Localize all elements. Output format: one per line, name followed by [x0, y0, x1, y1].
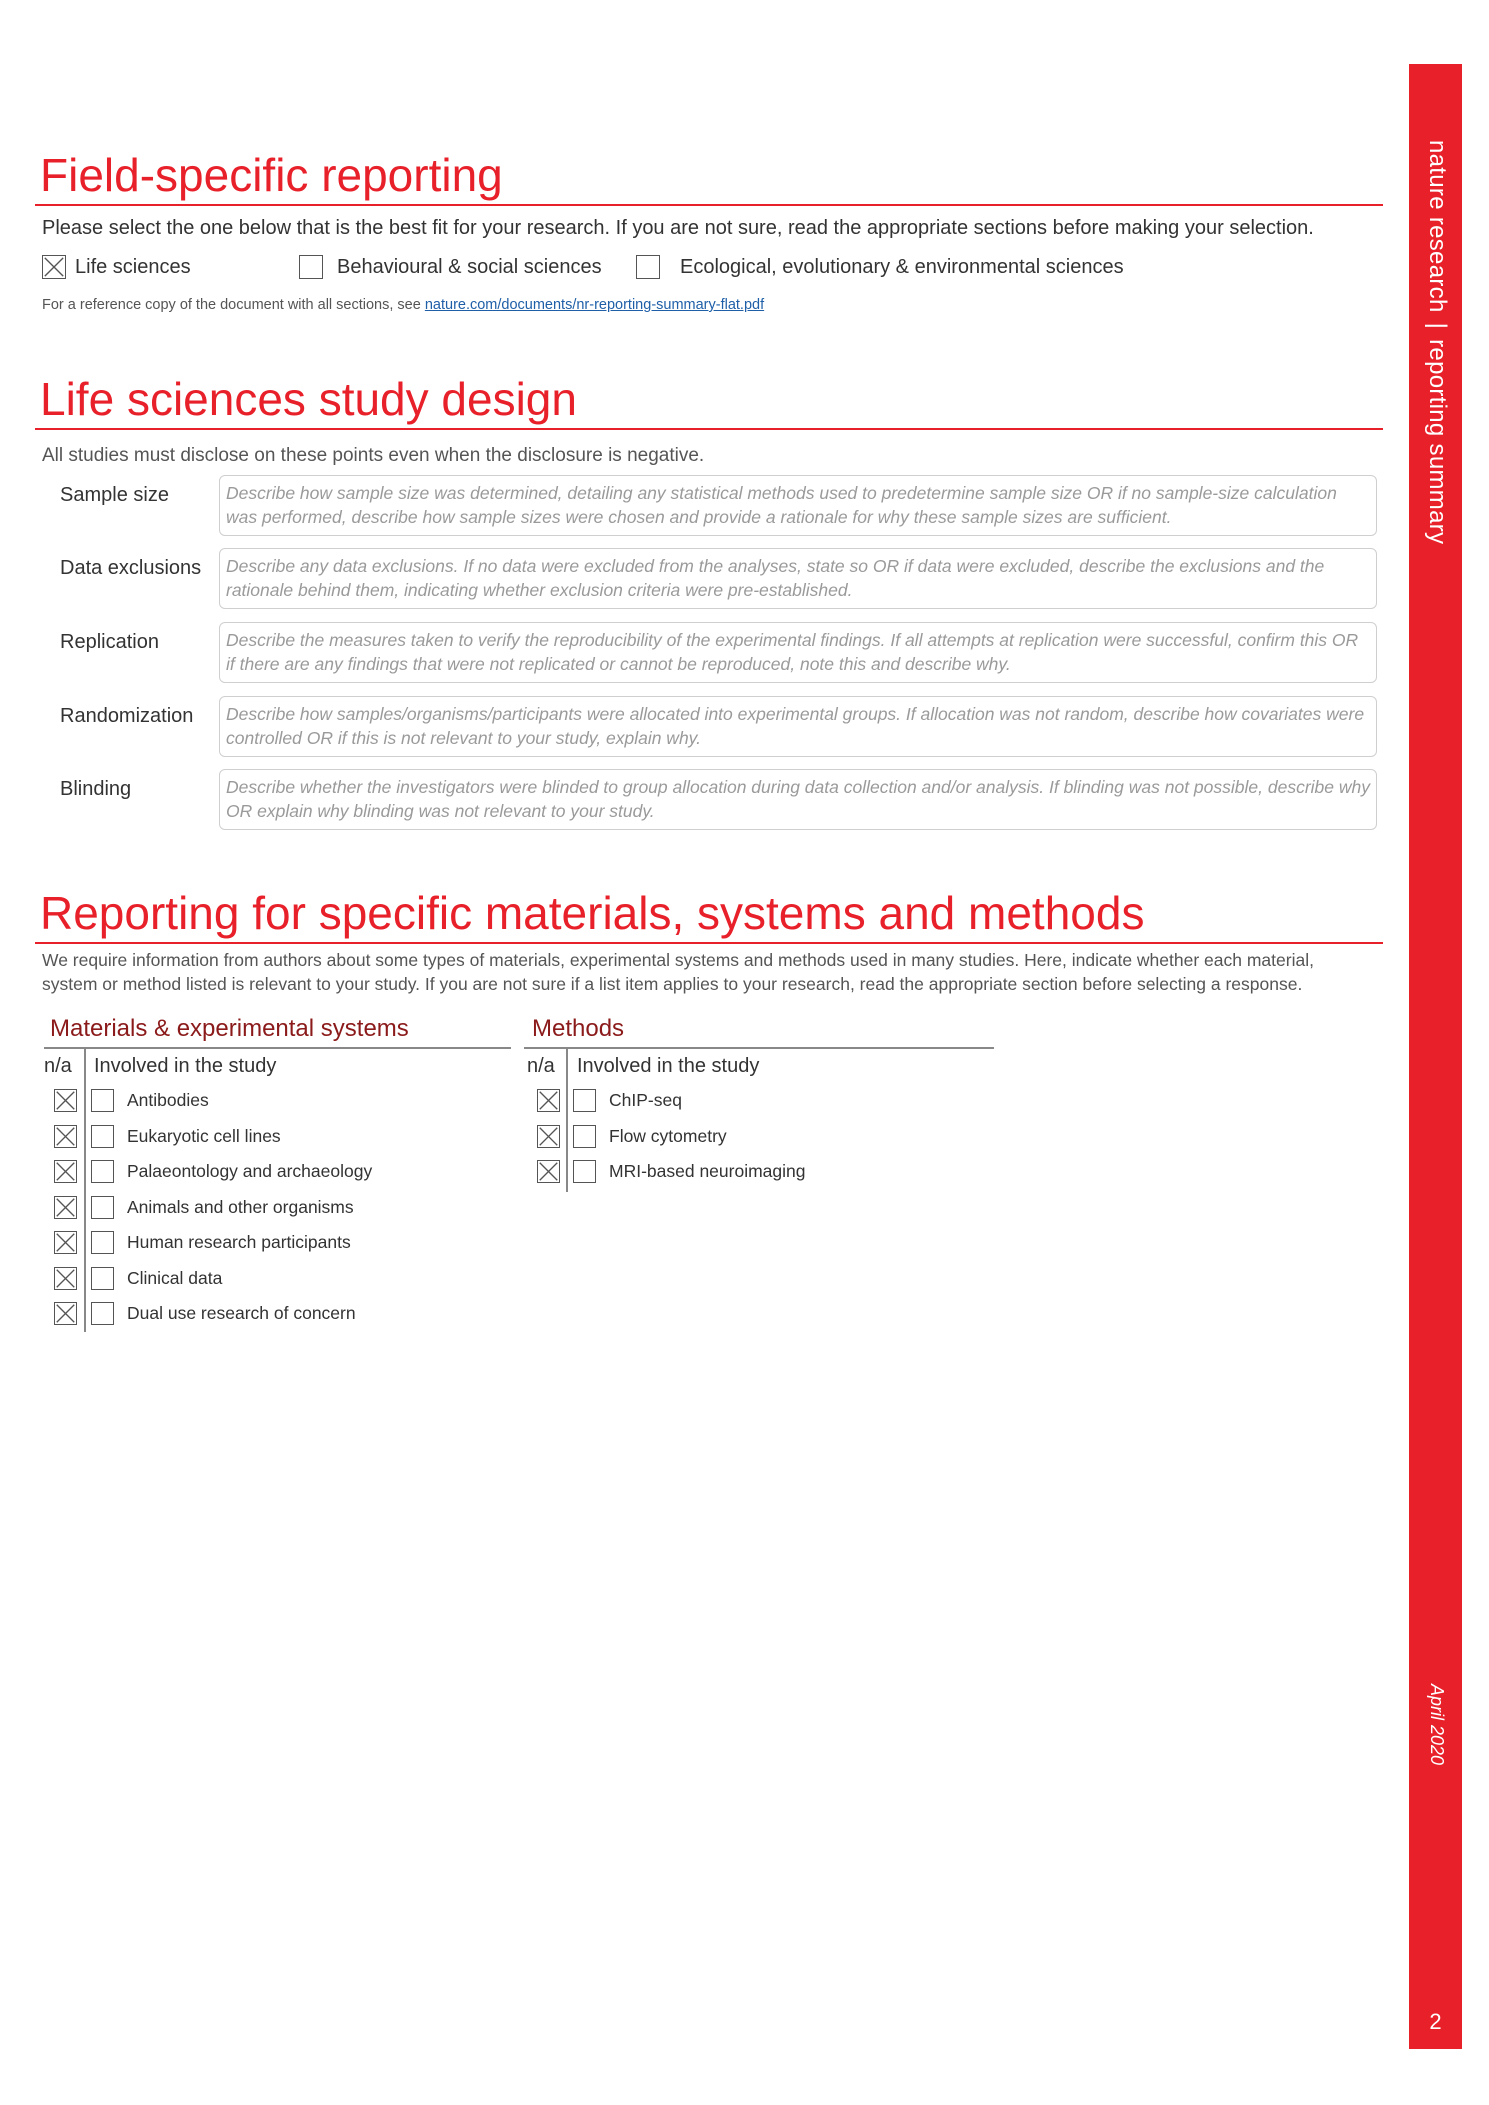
row-label-sample-size: Sample size — [60, 484, 169, 506]
brand-separator: | — [1424, 322, 1451, 330]
involved-checkbox[interactable] — [91, 1231, 114, 1254]
brand-name: nature research — [1424, 140, 1451, 313]
list-item-label: Clinical data — [127, 1267, 223, 1288]
list-item-label: Dual use research of concern — [127, 1303, 356, 1323]
checked-x-icon — [55, 1090, 76, 1111]
involved-checkbox[interactable] — [91, 1267, 114, 1290]
randomization-field[interactable]: Describe how samples/organisms/participants were allocated into experimental groups. If allocation was not random, describe how covariates were controlled OR if this is not relevant to your study, explain why. — [219, 696, 1377, 757]
checked-x-icon — [538, 1090, 559, 1111]
na-checkbox[interactable] — [54, 1302, 77, 1325]
checked-x-icon — [55, 1126, 76, 1147]
col-na-header: n/a — [44, 1055, 72, 1077]
reference-link[interactable]: nature.com/documents/nr-reporting-summary-flat.pdf — [424, 297, 765, 313]
study-design-intro: All studies must disclose on these points even when the disclosure is negative. — [42, 445, 705, 466]
replication-field[interactable]: Describe the measures taken to verify the reproducibility of the experimental findings. If all attempts at replication were successful, confirm this OR if there are any findings that were not replicated or cannot be reproduced, note this and describe why. — [219, 622, 1377, 683]
involved-checkbox[interactable] — [91, 1089, 114, 1112]
option-label-life-sciences: Life sciences — [75, 256, 191, 278]
materials-title: Reporting for specific materials, systems and methods — [40, 887, 1145, 939]
list-item-label: ChIP-seq — [609, 1090, 682, 1110]
title-rule — [35, 428, 1383, 430]
option-label-ecological: Ecological, evolutionary & environmental sciences — [680, 256, 1124, 278]
na-checkbox[interactable] — [54, 1231, 77, 1254]
na-checkbox[interactable] — [54, 1125, 77, 1148]
title-rule — [35, 204, 1383, 206]
reference-note — [42, 297, 764, 313]
na-checkbox[interactable] — [54, 1267, 77, 1290]
checked-x-icon — [43, 256, 65, 278]
checked-x-icon — [538, 1126, 559, 1147]
column-divider — [84, 1049, 86, 1332]
section-name: reporting summary — [1424, 339, 1451, 545]
col-involved-header: Involved in the study — [94, 1055, 277, 1077]
col-na-header: n/a — [527, 1055, 555, 1077]
sidebar-band — [1409, 64, 1462, 2049]
na-checkbox[interactable] — [54, 1089, 77, 1112]
sidebar-journal-title — [1423, 140, 1451, 544]
methods-heading: Methods — [532, 1015, 625, 1042]
checked-x-icon — [55, 1161, 76, 1182]
involved-checkbox[interactable] — [91, 1125, 114, 1148]
involved-checkbox[interactable] — [91, 1196, 114, 1219]
checkbox-ecological[interactable] — [636, 255, 660, 279]
subheading-rule — [524, 1047, 994, 1049]
materials-intro-line2: system or method listed is relevant to your study. If you are not sure if a list item applies to your research, read the appropriate section before selecting a response. — [42, 974, 1303, 994]
list-item-label: Palaeontology and archaeology — [127, 1161, 373, 1181]
study-design-title: Life sciences study design — [40, 373, 577, 425]
blinding-field[interactable]: Describe whether the investigators were blinded to group allocation during data collection and/or analysis. If blinding was not possible, describe why OR explain why blinding was not relevant to your study. — [219, 769, 1377, 830]
list-item-label: Eukaryotic cell lines — [127, 1125, 281, 1146]
na-checkbox[interactable] — [537, 1125, 560, 1148]
column-divider — [566, 1049, 568, 1192]
checked-x-icon — [55, 1268, 76, 1289]
page-number: 2 — [1429, 2009, 1442, 2034]
row-label-randomization: Randomization — [60, 705, 194, 727]
field-specific-title: Field-specific reporting — [40, 149, 503, 201]
na-checkbox[interactable] — [54, 1196, 77, 1219]
field-instruction: Please select the one below that is the best fit for your research. If you are not sure, read the appropriate sections before making your selection. — [42, 217, 1314, 239]
option-label-behavioural-social: Behavioural & social sciences — [337, 256, 602, 278]
title-rule — [35, 942, 1383, 944]
sidebar-date: April 2020 — [1427, 1684, 1447, 1766]
data-exclusions-field[interactable]: Describe any data exclusions. If no data were excluded from the analyses, state so OR if data were excluded, describe the exclusions and the rationale behind them, indicating whether exclusion criteria were pre-established. — [219, 548, 1377, 609]
involved-checkbox[interactable] — [573, 1125, 596, 1148]
na-checkbox[interactable] — [537, 1089, 560, 1112]
row-label-data-exclusions: Data exclusions — [60, 557, 202, 579]
col-involved-header: Involved in the study — [577, 1055, 760, 1077]
list-item-label: Flow cytometry — [609, 1125, 727, 1146]
row-label-replication: Replication — [60, 631, 159, 653]
list-item-label: Antibodies — [127, 1090, 209, 1110]
checked-x-icon — [55, 1232, 76, 1253]
materials-systems-heading: Materials & experimental systems — [50, 1015, 409, 1042]
row-label-blinding: Blinding — [60, 778, 132, 800]
na-checkbox[interactable] — [54, 1160, 77, 1183]
involved-checkbox[interactable] — [573, 1160, 596, 1183]
checkbox-behavioural-social[interactable] — [299, 255, 323, 279]
involved-checkbox[interactable] — [573, 1089, 596, 1112]
reference-prefix: For a reference copy of the document with all sections, see — [42, 297, 425, 313]
checked-x-icon — [55, 1303, 76, 1324]
subheading-rule — [44, 1047, 511, 1049]
checkbox-life-sciences[interactable] — [42, 255, 66, 279]
checked-x-icon — [538, 1161, 559, 1182]
list-item-label: Animals and other organisms — [127, 1196, 354, 1217]
involved-checkbox[interactable] — [91, 1160, 114, 1183]
materials-intro-line1: We require information from authors about some types of materials, experimental systems and methods used in many studies. Here, indicate whether each material, — [42, 950, 1314, 970]
na-checkbox[interactable] — [537, 1160, 560, 1183]
sample-size-field[interactable]: Describe how sample size was determined, detailing any statistical methods used to predetermine sample size OR if no sample-size calculation was performed, describe how sample sizes were chosen and provide a rationale for why these sample sizes are sufficient. — [219, 475, 1377, 536]
checked-x-icon — [55, 1197, 76, 1218]
involved-checkbox[interactable] — [91, 1302, 114, 1325]
list-item-label: MRI-based neuroimaging — [609, 1161, 806, 1181]
list-item-label: Human research participants — [127, 1232, 351, 1252]
